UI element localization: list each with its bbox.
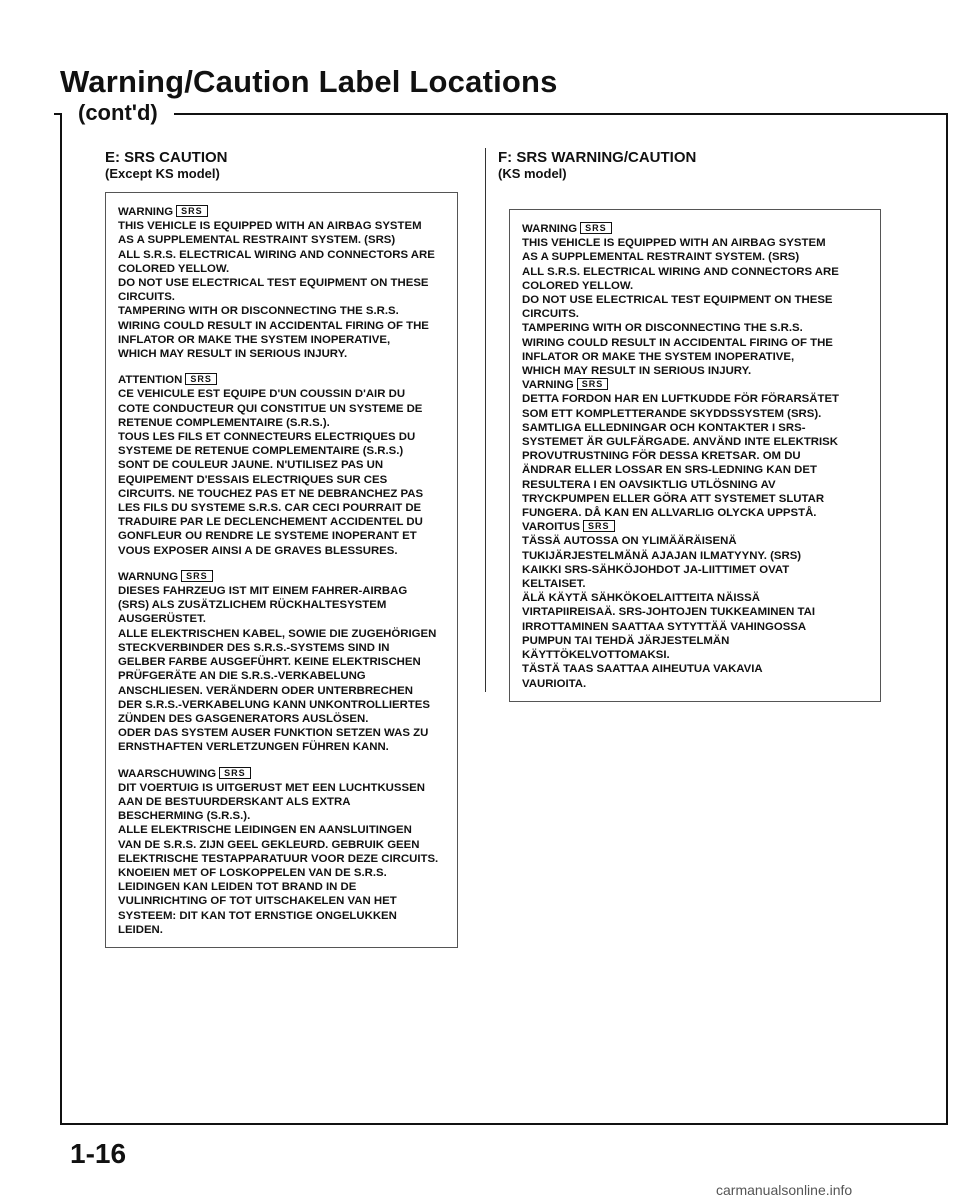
- warning-label-word: VAROITUS: [522, 521, 581, 534]
- srs-warning-caution-label: [509, 209, 881, 702]
- label-text-line: COLORED YELLOW.: [522, 279, 634, 292]
- label-text-line: WIRING COULD RESULT IN ACCIDENTAL FIRING OF THE: [522, 336, 833, 349]
- label-text-line: SAMTLIGA ELLEDNINGAR OCH KONTAKTER I SRS-: [522, 421, 806, 434]
- label-text-line: LEIDINGEN KAN LEIDEN TOT BRAND IN DE: [118, 881, 357, 894]
- label-text-line: WHICH MAY RESULT IN SERIOUS INJURY.: [118, 348, 348, 361]
- label-text-line: TOUS LES FILS ET CONNECTEURS ELECTRIQUES DU: [118, 431, 416, 444]
- label-text-line: AS A SUPPLEMENTAL RESTRAINT SYSTEM. (SRS): [118, 234, 396, 247]
- label-text-line: GELBER FARBE AUSGEFÜHRT. KEINE ELEKTRISCHEN: [118, 656, 421, 669]
- label-text-line: DO NOT USE ELECTRICAL TEST EQUIPMENT ON THESE: [118, 277, 429, 290]
- label-text-line: KELTAISET.: [522, 578, 586, 591]
- paragraph-heading: [522, 378, 868, 392]
- paragraph-heading: [118, 570, 445, 584]
- label-text-line: PROVUTRUSTNING FÖR DESSA KRETSAR. OM DU: [522, 450, 801, 463]
- label-text-line: SONT DE COULEUR JAUNE. N'UTILISEZ PAS UN: [118, 459, 384, 472]
- label-text-line: DIT VOERTUIG IS UITGERUST MET EEN LUCHTKUSSEN: [118, 781, 425, 794]
- subtitle-rule: [174, 113, 948, 115]
- frame-left-rule: [60, 113, 62, 1125]
- label-text-line: KAIKKI SRS-SÄHKÖJOHDOT JA-LIITTIMET OVAT: [522, 563, 790, 576]
- label-text-line: DER S.R.S.-VERKABELUNG KANN UNKONTROLLIERTES: [118, 698, 430, 711]
- label-paragraph: [118, 767, 445, 937]
- label-text-line: TÄSSÄ AUTOSSA ON YLIMÄÄRÄISENÄ: [522, 535, 737, 548]
- paragraph-heading: [522, 520, 868, 534]
- label-text-line: ALL S.R.S. ELECTRICAL WIRING AND CONNECTORS ARE: [118, 248, 435, 261]
- label-text-line: STECKVERBINDER DES S.R.S.-SYSTEMS SIND IN: [118, 641, 390, 654]
- label-text-line: INFLATOR OR MAKE THE SYSTEM INOPERATIVE,: [118, 333, 391, 346]
- warning-label-word: WARNING: [118, 206, 174, 218]
- label-paragraph: [522, 520, 868, 690]
- label-text-line: (SRS) ALS ZUSÄTZLICHEM RÜCKHALTESYSTEM: [118, 599, 387, 612]
- label-paragraph: [118, 205, 445, 361]
- label-text-line: KNOEIEN MET OF LOSKOPPELEN VAN DE S.R.S.: [118, 866, 387, 879]
- label-text-line: SYSTEME DE RETENUE COMPLEMENTAIRE (S.R.S.): [118, 445, 404, 458]
- label-text-line: AS A SUPPLEMENTAL RESTRAINT SYSTEM. (SRS): [522, 251, 800, 264]
- label-text-line: ÄLÄ KÄYTÄ SÄHKÖKOELAITTEITA NÄISSÄ: [522, 592, 760, 605]
- warning-label-word: WARNING: [522, 223, 578, 235]
- label-text-line: VAURIOITA.: [522, 677, 587, 690]
- label-text-line: TAMPERING WITH OR DISCONNECTING THE S.R.S.: [118, 305, 399, 318]
- srs-badge-icon: SRS: [583, 520, 615, 532]
- warning-label-word: WAARSCHUWING: [118, 767, 217, 780]
- warning-label-word: ATTENTION: [118, 374, 183, 387]
- page-subtitle: (cont'd): [78, 100, 158, 125]
- section-f-heading: F: SRS WARNING/CAUTION: [498, 149, 697, 166]
- label-text-line: PRÜFGERÄTE AN DIE S.R.S.-VERKABELUNG: [118, 670, 366, 683]
- warning-label-word: VARNING: [522, 379, 574, 392]
- label-text-line: COTE CONDUCTEUR QUI CONSTITUE UN SYSTEME DE: [118, 402, 423, 415]
- label-text-line: LEIDEN.: [118, 923, 163, 936]
- label-text-line: SYSTEMET ÄR GULFÄRGADE. ANVÄND INTE ELEKTRISK: [522, 436, 838, 449]
- srs-badge-icon: SRS: [577, 378, 609, 390]
- srs-caution-label: [105, 192, 458, 948]
- label-text-line: AAN DE BESTUURDERSKANT ALS EXTRA: [118, 795, 351, 808]
- srs-badge-icon: SRS: [185, 373, 217, 385]
- label-text-line: ANSCHLIESEN. VERÄNDERN ODER UNTERBRECHEN: [118, 684, 413, 697]
- column-divider: [485, 148, 486, 692]
- section-e-header: [105, 150, 228, 182]
- label-text-line: ALL S.R.S. ELECTRICAL WIRING AND CONNECTORS ARE: [522, 265, 839, 278]
- label-text-line: ALLE ELEKTRISCHE LEIDINGEN EN AANSLUITINGEN: [118, 824, 412, 837]
- section-f-subheading: (KS model): [498, 166, 567, 181]
- label-text-line: THIS VEHICLE IS EQUIPPED WITH AN AIRBAG SYSTEM: [522, 237, 826, 250]
- srs-badge-icon: SRS: [580, 222, 612, 234]
- watermark: carmanualsonline.info: [716, 1182, 853, 1198]
- paragraph-heading: [118, 205, 445, 219]
- label-text-line: INFLATOR OR MAKE THE SYSTEM INOPERATIVE,: [522, 350, 795, 363]
- paragraph-heading: [522, 222, 868, 236]
- label-text-line: RETENUE COMPLEMENTAIRE (S.R.S.).: [118, 416, 330, 429]
- label-text-line: DETTA FORDON HAR EN LUFTKUDDE FÖR FÖRARSÄTET: [522, 393, 840, 406]
- label-text-line: DIESES FAHRZEUG IST MIT EINEM FAHRER-AIRBAG: [118, 585, 408, 598]
- label-text-line: SYSTEEM: DIT KAN TOT ERNSTIGE ONGELUKKEN: [118, 909, 397, 922]
- label-text-line: VAN DE S.R.S. ZIJN GEEL GEKLEURD. GEBRUIK GEEN: [118, 838, 420, 851]
- label-text-line: TRADUIRE PAR LE DECLENCHEMENT ACCIDENTEL DU: [118, 516, 423, 529]
- label-paragraph: [118, 570, 445, 755]
- label-paragraph: [522, 222, 868, 378]
- srs-badge-icon: SRS: [176, 205, 208, 217]
- label-text-line: IRROTTAMINEN SAATTAA SYTYTTÄÄ VAHINGOSSA: [522, 620, 807, 633]
- label-text-line: LES FILS DU SYSTEME S.R.S. CAR CECI POURRAIT DE: [118, 502, 422, 515]
- label-text-line: VOUS EXPOSER AINSI A DE GRAVES BLESSURES.: [118, 544, 398, 557]
- label-text-line: PUMPUN TAI TEHDÄ JÄRJESTELMÄN: [522, 634, 730, 647]
- label-text-line: GONFLEUR OU RENDRE LE SYSTEME INOPERANT ET: [118, 530, 417, 543]
- section-e-heading: E: SRS CAUTION: [105, 149, 228, 166]
- label-text-line: DO NOT USE ELECTRICAL TEST EQUIPMENT ON THESE: [522, 294, 833, 307]
- label-text-line: WIRING COULD RESULT IN ACCIDENTAL FIRING OF THE: [118, 319, 429, 332]
- label-text-line: TRYCKPUMPEN ELLER GÖRA ATT SYSTEMET SLUTAR: [522, 492, 825, 505]
- paragraph-heading: [118, 767, 445, 781]
- label-text-line: ZÜNDEN DES GASGENERATORS AUSLÖSEN.: [118, 712, 369, 725]
- label-text-line: RESULTERA I EN OAVSIKTLIG UTLÖSNING AV: [522, 478, 776, 491]
- label-text-line: ÄNDRAR ELLER LOSSAR EN SRS-LEDNING KAN DET: [522, 464, 817, 477]
- label-text-line: WHICH MAY RESULT IN SERIOUS INJURY.: [522, 365, 752, 378]
- label-text-line: SOM ETT KOMPLETTERANDE SKYDDSSYSTEM (SRS).: [522, 407, 822, 420]
- label-paragraph: [522, 378, 868, 520]
- warning-label-word: WARNUNG: [118, 570, 179, 583]
- label-text-line: TAMPERING WITH OR DISCONNECTING THE S.R.S.: [522, 322, 803, 335]
- label-text-line: THIS VEHICLE IS EQUIPPED WITH AN AIRBAG SYSTEM: [118, 220, 422, 233]
- label-text-line: ELEKTRISCHE TESTAPPARATUUR VOOR DEZE CIRCUITS.: [118, 852, 439, 865]
- paragraph-heading: [118, 373, 445, 387]
- label-text-line: ALLE ELEKTRISCHEN KABEL, SOWIE DIE ZUGEHÖRIGEN: [118, 627, 437, 640]
- label-text-line: AUSGERÜSTET.: [118, 613, 206, 626]
- label-text-line: FUNGERA. DÅ KAN EN ALLVARLIG OLYCKA UPPSTÅ.: [522, 507, 817, 520]
- label-text-line: VULINRICHTING OF TOT UITSCHAKELEN VAN HET: [118, 895, 397, 908]
- frame-right-rule: [946, 113, 948, 1125]
- srs-badge-icon: SRS: [219, 767, 251, 779]
- label-paragraph: [118, 373, 445, 558]
- label-text-line: COLORED YELLOW.: [118, 262, 230, 275]
- label-text-line: TÄSTÄ TAAS SAATTAA AIHEUTUA VAKAVIA: [522, 663, 763, 676]
- label-text-line: CIRCUITS.: [522, 308, 579, 321]
- label-text-line: BESCHERMING (S.R.S.).: [118, 810, 251, 823]
- frame-bottom-rule: [60, 1123, 948, 1125]
- page-number: 1-16: [70, 1138, 127, 1169]
- label-text-line: CIRCUITS. NE TOUCHEZ PAS ET NE DEBRANCHEZ PAS: [118, 487, 424, 500]
- srs-badge-icon: SRS: [181, 570, 213, 582]
- label-text-line: CE VEHICULE EST EQUIPE D'UN COUSSIN D'AIR DU: [118, 388, 406, 401]
- section-e-subheading: (Except KS model): [105, 166, 220, 181]
- label-text-line: CIRCUITS.: [118, 291, 175, 304]
- section-f-header: [498, 150, 696, 182]
- label-text-line: VIRTAPIIREISAÄ. SRS-JOHTOJEN TUKKEAMINEN TAI: [522, 606, 816, 619]
- label-text-line: EQUIPEMENT D'ESSAIS ELECTRIQUES SUR CES: [118, 473, 388, 486]
- page-title: Warning/Caution Label Locations: [60, 64, 558, 99]
- label-text-line: ERNSTHAFTEN VERLETZUNGEN FÜHREN KANN.: [118, 741, 389, 754]
- label-text-line: KÄYTTÖKELVOTTOMAKSI.: [522, 649, 670, 662]
- label-text-line: TUKIJÄRJESTELMÄNÄ AJAJAN ILMATYYNY. (SRS): [522, 549, 802, 562]
- label-text-line: ODER DAS SYSTEM AUSER FUNKTION SETZEN WAS ZU: [118, 727, 429, 740]
